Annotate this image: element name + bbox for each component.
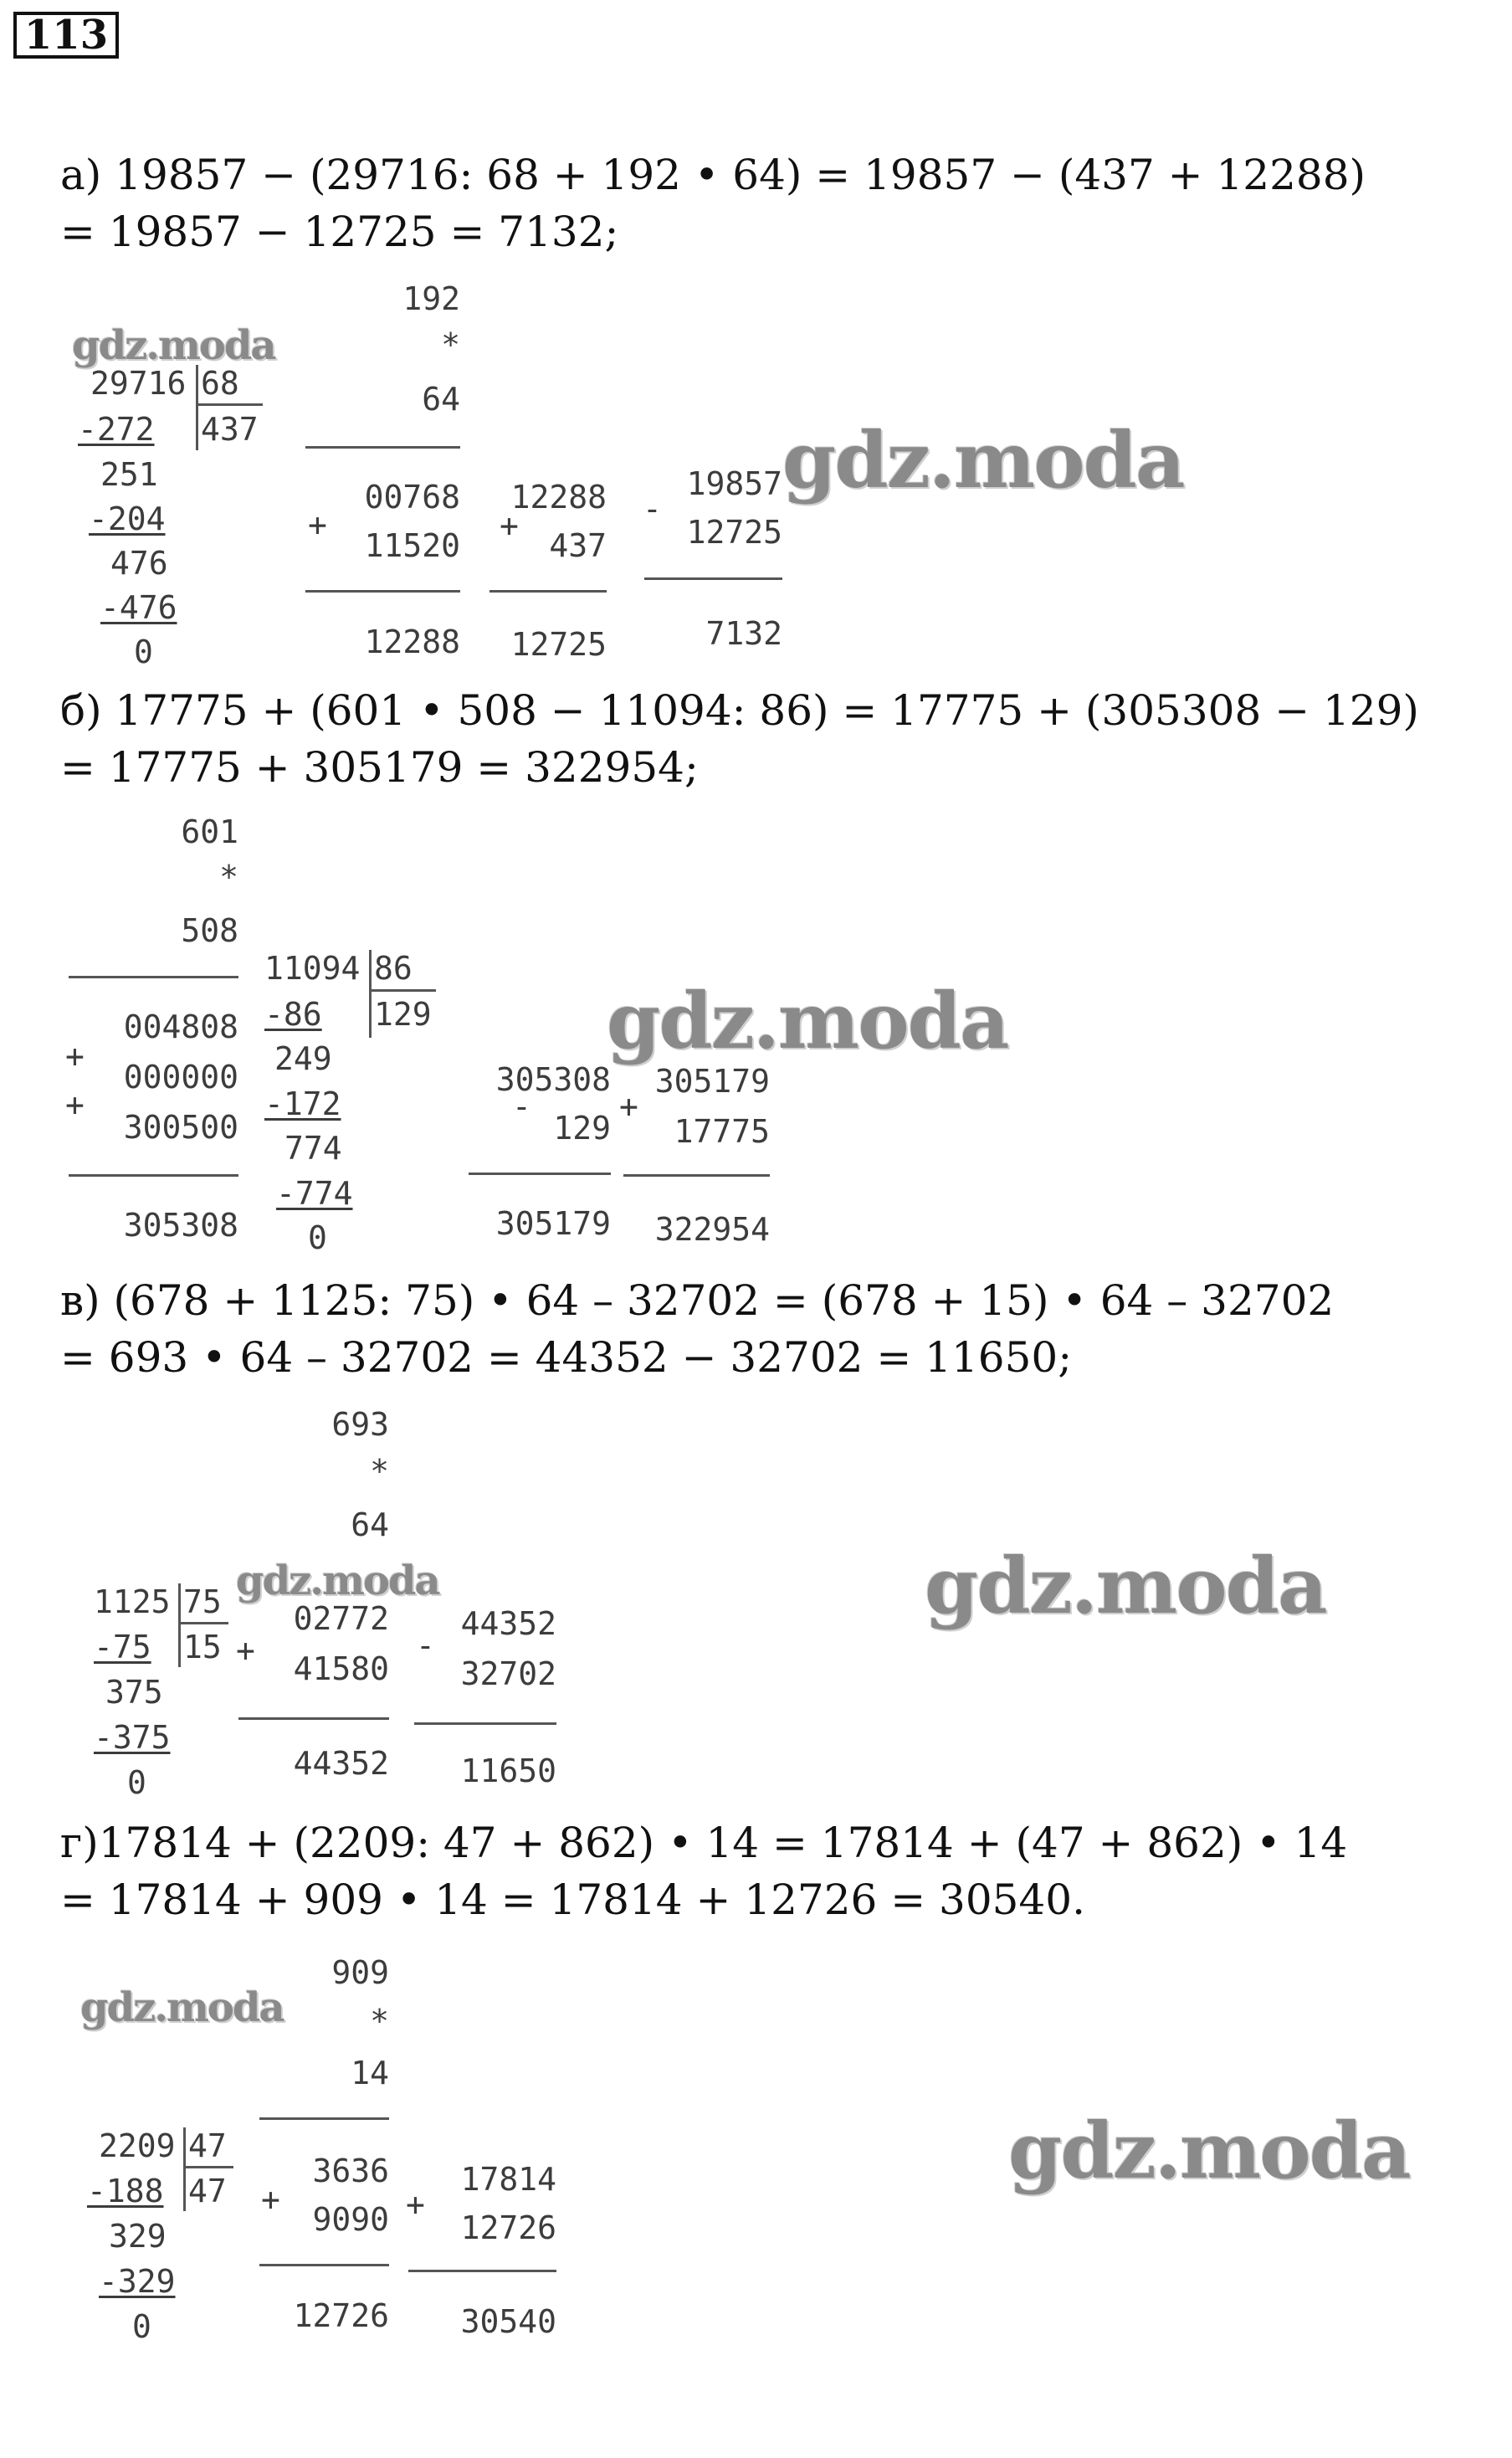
b-mul-line-1 (69, 976, 238, 978)
c-div-step: -75 (94, 1629, 151, 1665)
c-div-dividend: 1125 (94, 1583, 171, 1620)
b-div-hline (369, 989, 436, 992)
c-sub-line (414, 1722, 556, 1725)
b-sub-line (469, 1173, 611, 1175)
a-add-line (489, 590, 607, 593)
c-mul-line (238, 1717, 389, 1720)
b-div-divisor: 86 (374, 950, 413, 987)
a-div-step: -272 (78, 411, 155, 448)
b-mul-plus: + (65, 1086, 85, 1123)
b-sub-result: 305179 (495, 1205, 611, 1242)
a-div-dividend: 29716 (90, 365, 187, 402)
watermark: gdz.moda (1008, 2106, 1410, 2196)
a-div-quotient: 437 (201, 411, 259, 448)
d-mul-partial-2: 9090 (312, 2201, 389, 2238)
b-sub-top: 305308 (495, 1061, 611, 1098)
c-mul-sign: * (370, 1453, 389, 1490)
a-mul-partial-1: 00768 (364, 479, 460, 516)
d-div-step: 329 (109, 2218, 167, 2255)
d-mul-line-2 (259, 2264, 389, 2266)
b-mul-bottom: 508 (181, 912, 238, 949)
d-add-top: 17814 (460, 2161, 556, 2198)
b-div-dividend: 11094 (264, 950, 361, 987)
a-sub-result: 7132 (705, 615, 782, 652)
b-div-quotient: 129 (374, 996, 432, 1033)
d-mul-plus: + (261, 2181, 280, 2218)
d-div-hline (183, 2166, 233, 2168)
b-mul-partial-3: 300500 (123, 1109, 238, 1146)
d-div-dividend: 2209 (99, 2127, 176, 2164)
d-div-step: -329 (99, 2263, 176, 2300)
b-add-line (623, 1174, 770, 1177)
d-div-step: -188 (87, 2173, 164, 2209)
d-add-plus: + (406, 2186, 425, 2223)
d-add-line (408, 2270, 556, 2272)
b-div-step: 0 (308, 1219, 327, 1256)
b-sub-bottom: 129 (553, 1110, 611, 1147)
solution-a-line-1: а) 19857 − (29716: 68 + 192 • 64) = 19857 − (437 + 12288) (60, 151, 1366, 199)
watermark: gdz.moda (80, 1984, 284, 2031)
d-mul-sign: * (370, 2003, 389, 2040)
b-add-bottom: 17775 (674, 1113, 770, 1150)
c-sub-minus: - (416, 1627, 435, 1664)
b-mul-result: 305308 (123, 1207, 238, 1244)
a-mul-sign: * (441, 326, 460, 363)
b-div-step: -172 (264, 1085, 341, 1122)
a-mul-plus: + (308, 506, 327, 543)
solution-d-line-1: г)17814 + (2209: 47 + 862) • 14 = 17814 + (47 + 862) • 14 (60, 1819, 1348, 1867)
b-div-step: 249 (274, 1040, 332, 1077)
c-sub-result: 11650 (460, 1752, 556, 1789)
c-mul-top: 693 (331, 1406, 389, 1443)
a-mul-partial-2: 11520 (364, 527, 460, 564)
b-div-step: 774 (284, 1130, 342, 1167)
b-sub-minus: - (512, 1088, 531, 1125)
a-add-plus: + (500, 507, 519, 544)
a-div-bar (196, 365, 198, 450)
watermark: gdz.moda (236, 1557, 439, 1604)
d-add-result: 30540 (460, 2303, 556, 2340)
a-sub-line (644, 577, 782, 580)
d-mul-line-1 (259, 2117, 389, 2120)
solution-d-line-2: = 17814 + 909 • 14 = 17814 + 12726 = 30540. (60, 1876, 1085, 1924)
d-mul-partial-1: 3636 (312, 2153, 389, 2189)
c-mul-bottom: 64 (351, 1506, 389, 1543)
watermark: gdz.moda (72, 322, 275, 369)
a-sub-minus: - (643, 490, 662, 527)
b-add-top: 305179 (654, 1063, 770, 1100)
a-div-step: -476 (100, 589, 177, 626)
b-add-result: 322954 (654, 1211, 770, 1248)
a-mul-line-1 (305, 446, 460, 449)
c-div-divisor: 75 (183, 1583, 222, 1620)
a-add-top: 12288 (510, 479, 607, 516)
a-add-result: 12725 (510, 626, 607, 663)
c-div-hline (178, 1622, 228, 1624)
a-div-step: 0 (134, 634, 153, 670)
a-mul-result: 12288 (364, 623, 460, 660)
solution-b-line-2: = 17775 + 305179 = 322954; (60, 743, 699, 792)
c-mul-partial-2: 41580 (293, 1650, 389, 1687)
b-add-plus: + (619, 1088, 638, 1125)
c-mul-result: 44352 (293, 1745, 389, 1782)
solution-a-line-2: = 19857 − 12725 = 7132; (60, 208, 619, 256)
c-mul-plus: + (236, 1632, 255, 1669)
c-div-step: -375 (94, 1719, 171, 1756)
a-add-bottom: 437 (549, 527, 607, 564)
d-div-bar (183, 2127, 186, 2211)
a-mul-bottom: 64 (422, 381, 460, 418)
b-mul-line-2 (69, 1174, 238, 1177)
b-mul-partial-1: 004808 (123, 1008, 238, 1045)
d-add-bottom: 12726 (460, 2209, 556, 2246)
c-sub-top: 44352 (460, 1605, 556, 1642)
c-mul-partial-1: 02772 (293, 1600, 389, 1637)
a-mul-top: 192 (402, 280, 460, 317)
a-sub-top: 19857 (686, 465, 782, 502)
a-sub-bottom: 12725 (686, 514, 782, 551)
c-div-step: 0 (127, 1764, 146, 1801)
b-mul-top: 601 (181, 813, 238, 850)
b-div-bar (369, 950, 372, 1038)
b-div-step: -774 (276, 1175, 353, 1212)
b-mul-sign: * (219, 859, 238, 895)
b-div-step: -86 (264, 996, 322, 1033)
a-div-step: -204 (89, 500, 166, 537)
c-div-quotient: 15 (183, 1629, 222, 1665)
a-mul-line-2 (305, 590, 460, 593)
d-mul-result: 12726 (293, 2297, 389, 2334)
watermark: gdz.moda (782, 415, 1184, 505)
a-div-step: 476 (110, 545, 168, 582)
a-div-step: 251 (100, 456, 158, 493)
a-div-divisor: 68 (201, 365, 239, 402)
d-div-step: 0 (132, 2308, 151, 2345)
d-mul-bottom: 14 (351, 2055, 389, 2091)
task-number-badge: 113 (13, 12, 119, 59)
solution-c-line-1: в) (678 + 1125: 75) • 64 – 32702 = (678 + 15) • 64 – 32702 (60, 1276, 1335, 1325)
d-div-quotient: 47 (188, 2173, 227, 2209)
watermark: gdz.moda (607, 976, 1008, 1066)
d-div-divisor: 47 (188, 2127, 227, 2164)
b-mul-plus: + (65, 1038, 85, 1075)
d-mul-top: 909 (331, 1954, 389, 1991)
c-div-bar (178, 1583, 181, 1667)
solution-b-line-1: б) 17775 + (601 • 508 − 11094: 86) = 17775 + (305308 − 129) (60, 686, 1419, 735)
c-sub-bottom: 32702 (460, 1655, 556, 1692)
b-mul-partial-2: 000000 (123, 1059, 238, 1096)
c-div-step: 375 (105, 1674, 163, 1711)
solution-c-line-2: = 693 • 64 – 32702 = 44352 − 32702 = 11650; (60, 1333, 1073, 1382)
watermark: gdz.moda (925, 1541, 1326, 1631)
a-div-hline (196, 403, 263, 406)
